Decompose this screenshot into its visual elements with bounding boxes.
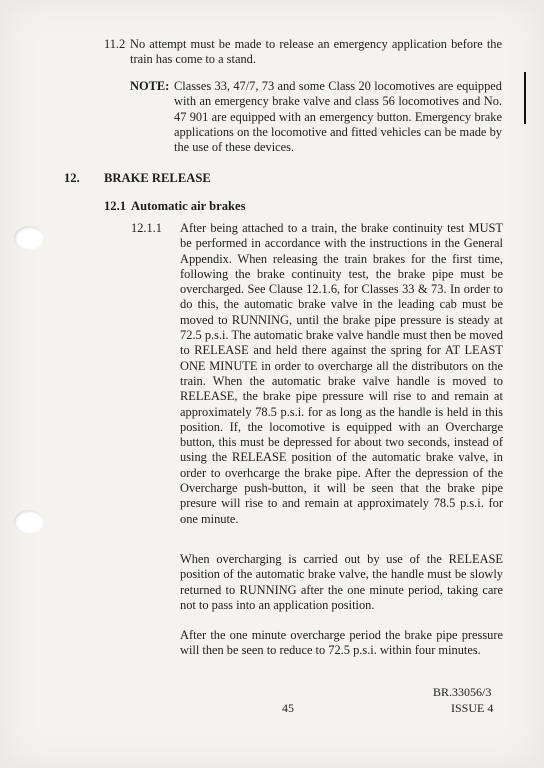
clause-text: After being attached to a train, the brake continuity test MUST be performed in accordance with the instructions in the General Appendix. When releasing the train brakes for the first time, following the brake continuity test, the brake pipe must be overcharged. See Clause 12.1.6, for Classes 33 & 73. In order to do this, the automatic brake valve in the leading cab must be moved to RUNNING, until the brake pipe pressure is steady at 72.5 p.s.i. The automatic brake valve handle must then be moved to RELEASE and held there against the spring for AT LEAST ONE MINUTE in order to overcharge all the distributors on the train. When the automatic brake valve handle is moved to RELEASE, the brake pipe pressure will rise to and remain at approximately 78.5 p.s.i. for as long as the handle is held in this position. If, the locomotive is equipped with an Overcharge button, this must be depressed for about two seconds, instead of using the RELEASE position of the automatic brake valve, in order to overhcarge the brake pipe. After the depression of the Overcharge push-button, it will be seen that the brake pipe presure will rise to and remain at approximately 78.5 p.s.i. for one minute. xyxy=(180,221,503,526)
section-number: 12. xyxy=(64,171,80,185)
clause-paragraph: After the one minute overcharge period the brake pipe pressure will then be seen to reduce to 72.5 p.s.i. within four minutes. xyxy=(180,628,503,658)
clause-text: No attempt must be made to release an emergency application before the train has come to a stand. xyxy=(130,37,502,67)
revision-bar xyxy=(524,72,526,124)
clause-number: 12.1.1 xyxy=(131,221,162,235)
clause-number: 11.2 xyxy=(104,37,126,51)
issue-label: ISSUE 4 xyxy=(451,701,494,715)
subsection-title: Automatic air brakes xyxy=(131,199,246,213)
subsection-number: 12.1 xyxy=(104,199,127,213)
document-reference: BR.33056/3 xyxy=(433,685,492,699)
note-label: NOTE: xyxy=(130,79,170,93)
punch-hole xyxy=(14,510,44,534)
note-text: Classes 33, 47/7, 73 and some Class 20 locomotives are equipped with an emergency brake valve and class 56 locomotives and No. 47 901 are equipped with an emergency button. Emergency brake applications on the locomotive and fitted vehicles can be made by the use of these devices. xyxy=(174,79,502,155)
section-title: BRAKE RELEASE xyxy=(104,171,211,185)
punch-hole xyxy=(14,226,44,250)
clause-paragraph: When overcharging is carried out by use of the RELEASE position of the automatic brake valve, the handle must be slowly returned to RUNNING after the one minute period, taking care not to pass into an application position. xyxy=(180,552,503,612)
page-number: 45 xyxy=(282,701,294,715)
